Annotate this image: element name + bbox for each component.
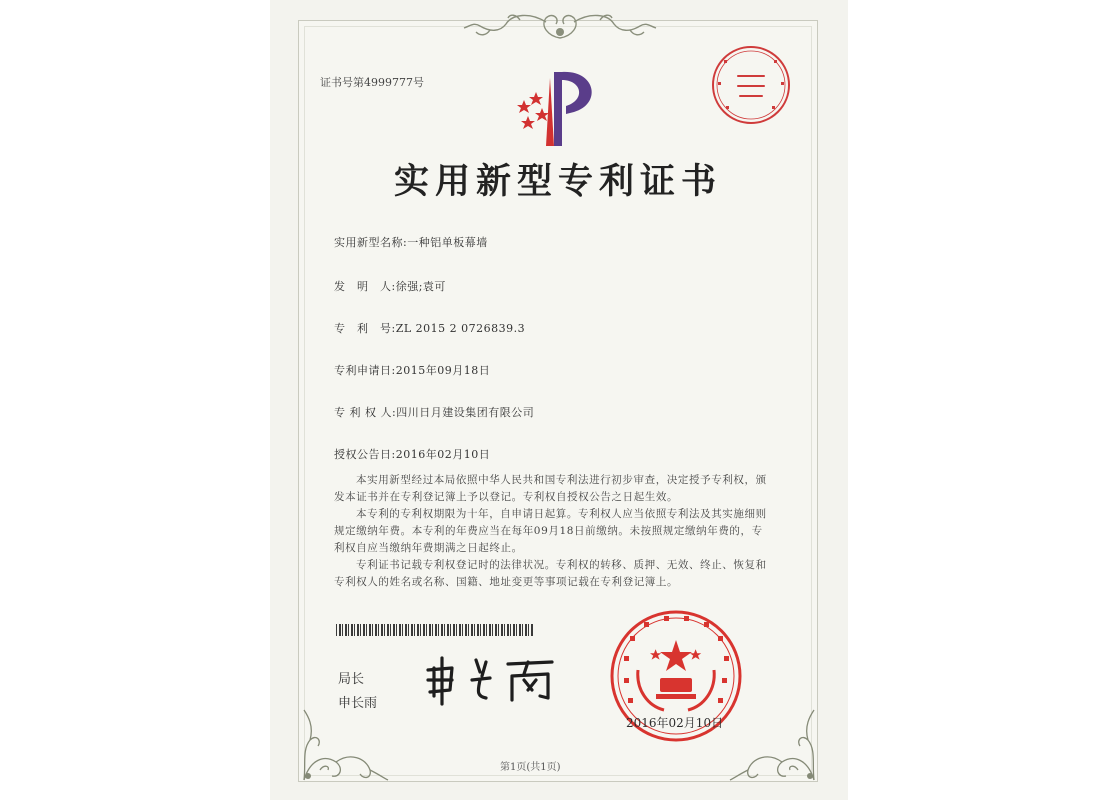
body-line: 本实用新型经过本局依照中华人民共和国专利法进行初步审查，决定授予专利权，颁 [356,474,767,486]
certificate-title: 实用新型专利证书 [393,162,722,202]
body-line: 规定缴纳年费。本专利的年费应当在每年09月18日前缴纳。未按照规定缴纳年费的，专 [334,525,763,537]
agency-stamp-icon [708,42,794,128]
field-label: 发 明 人: [334,280,396,293]
body-line: 专利权人的姓名或名称、国籍、地址变更等事项记载在专利登记簿上。 [334,576,679,588]
certificate-body [334,472,774,591]
field-patentee [334,404,534,420]
field-grant-date [334,446,490,462]
field-label: 专 利 权 人: [334,406,397,419]
body-line: 利权自应当缴纳年费期满之日起终止。 [334,542,523,554]
field-label: 专 利 号: [334,322,396,335]
field-value: 2016年02月10日 [395,448,491,461]
director-name: 申长雨 [338,696,378,711]
certificate-number: 证书号第4999777号 [320,76,424,89]
barcode [336,624,534,636]
body-line: 发本证书并在专利登记簿上予以登记。专利权自授权公告之日起生效。 [334,491,679,503]
bottom-left-ornament-icon [300,700,390,784]
field-patent-number [334,320,525,336]
field-label: 授权公告日: [334,448,396,461]
body-line: 专利证书记载专利权登记时的法律状况。专利权的转移、质押、无效、终止、恢复和 [356,559,767,571]
page-footer: 第1页(共1页) [500,762,561,773]
field-label: 实用新型名称: [334,236,408,249]
field-value: 2015年09月18日 [395,364,491,377]
field-utility-model-name [334,234,488,250]
field-value: ZL 2015 2 0726839.3 [395,322,526,335]
field-inventors [334,278,446,294]
field-application-date [334,362,490,378]
director-signature [420,650,570,710]
body-line: 本专利的专利权期限为十年，自申请日起算。专利权人应当依照专利法及其实施细则 [356,508,767,520]
field-value: 一种铝单板幕墙 [407,236,488,249]
director-title: 局长 [338,672,365,687]
patent-office-logo-icon [510,64,606,148]
top-ornament-icon [460,8,660,42]
field-label: 专利申请日: [334,364,396,377]
seal-date: 2016年02月10日 [626,716,724,730]
field-value: 四川日月建设集团有限公司 [396,406,535,419]
field-value: 徐强;袁可 [395,280,446,293]
